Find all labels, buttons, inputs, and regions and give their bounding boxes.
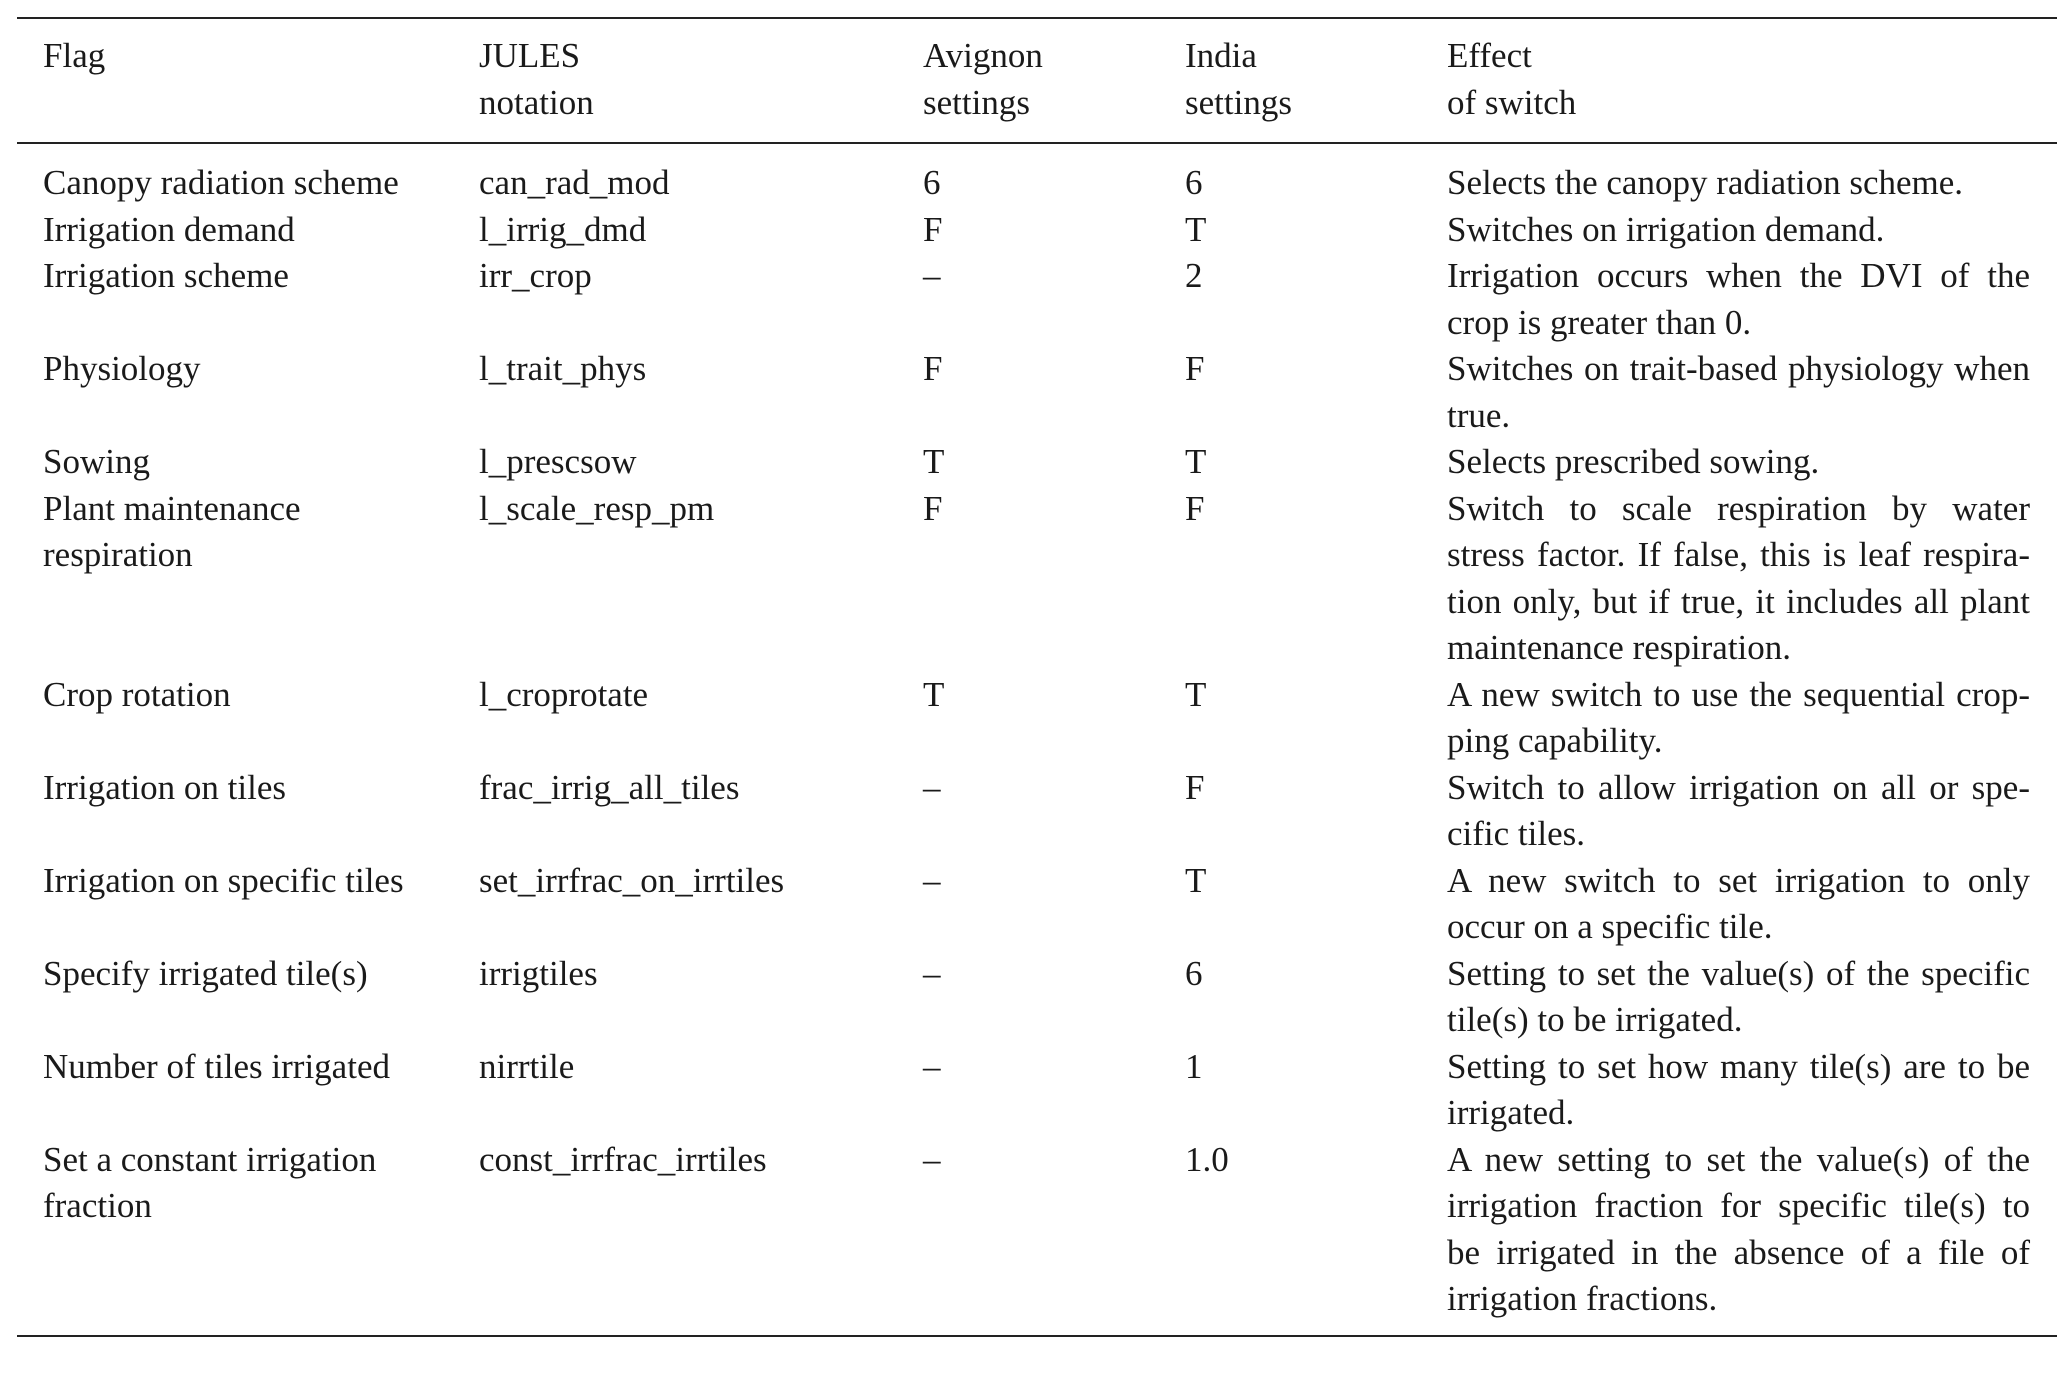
cell-avignon: F bbox=[923, 209, 943, 249]
cell-india: 2 bbox=[1185, 256, 1203, 295]
cell-india: 1.0 bbox=[1185, 1139, 1229, 1179]
cell-effect: Switch to scale respiration by water stress factor. If false, this is leaf respiration only, but if true, it includes all plant maintenance respiration. bbox=[1447, 488, 2030, 667]
cell-avignon: – bbox=[923, 767, 941, 807]
cell-notation: irr_crop bbox=[479, 256, 592, 295]
table-row bbox=[17, 439, 2057, 486]
cell-india: 1 bbox=[1185, 1046, 1203, 1086]
cell-flag: Specify irrigated tile(s) bbox=[43, 953, 368, 993]
settings-table-container bbox=[17, 17, 2057, 1337]
cell-avignon: F bbox=[923, 349, 943, 388]
header-row bbox=[17, 18, 2057, 143]
cell-avignon: – bbox=[923, 953, 941, 993]
cell-flag: Irrigation demand bbox=[43, 209, 295, 249]
cell-flag: Irrigation scheme bbox=[43, 256, 289, 295]
cell-india: T bbox=[1185, 209, 1207, 249]
table-body bbox=[17, 143, 2057, 1336]
cell-india: 6 bbox=[1185, 163, 1203, 202]
jules-flags-table bbox=[17, 17, 2057, 1337]
cell-avignon: – bbox=[923, 256, 941, 295]
cell-india: F bbox=[1185, 488, 1205, 528]
cell-avignon: 6 bbox=[923, 163, 941, 202]
header-effect-of-switch: Effect of switch bbox=[1447, 36, 1577, 122]
table-header bbox=[17, 18, 2057, 143]
cell-effect: A new switch to use the sequential cropping capability. bbox=[1447, 674, 2030, 760]
table-row bbox=[17, 858, 2057, 951]
cell-avignon: T bbox=[923, 674, 945, 714]
cell-notation: l_irrig_dmd bbox=[479, 209, 647, 249]
cell-effect: Switches on irrigation demand. bbox=[1447, 209, 1885, 249]
cell-flag: Crop rotation bbox=[43, 674, 231, 714]
cell-avignon: – bbox=[923, 860, 941, 900]
cell-notation: l_scale_resp_pm bbox=[479, 488, 715, 528]
cell-india: F bbox=[1185, 767, 1205, 807]
cell-avignon: – bbox=[923, 1046, 941, 1086]
cell-flag: Irrigation on tiles bbox=[43, 767, 287, 807]
cell-flag: Sowing bbox=[43, 442, 150, 481]
cell-notation: l_trait_phys bbox=[479, 349, 647, 388]
cell-effect: Selects the canopy radiation scheme. bbox=[1447, 163, 1964, 202]
cell-notation: l_croprotate bbox=[479, 674, 649, 714]
cell-effect: Setting to set how many tile(s) are to be irrigated. bbox=[1447, 1046, 2030, 1132]
header-avignon-settings: Avignon settings bbox=[923, 36, 1043, 122]
header-jules-notation: JULES notation bbox=[479, 36, 594, 122]
cell-effect: A new switch to set irrigation to only occur on a specific tile. bbox=[1447, 860, 2030, 946]
table-row bbox=[17, 486, 2057, 672]
cell-notation: can_rad_mod bbox=[479, 163, 670, 202]
cell-flag: Plant maintenance respiration bbox=[43, 488, 301, 574]
table-row bbox=[17, 143, 2057, 207]
cell-effect: Switch to allow irrigation on all or specific tiles. bbox=[1447, 767, 2030, 853]
cell-india: 6 bbox=[1185, 953, 1203, 993]
table-row bbox=[17, 346, 2057, 439]
cell-flag: Physiology bbox=[43, 349, 201, 388]
cell-avignon: F bbox=[923, 488, 943, 528]
cell-india: T bbox=[1185, 860, 1207, 900]
cell-effect: Selects prescribed sowing. bbox=[1447, 442, 1820, 481]
cell-notation: irrigtiles bbox=[479, 953, 598, 993]
cell-effect: A new setting to set the value(s) of the irrigation fraction for specific tile(s) to be irrigated in the absence of a file of irrigation fractions. bbox=[1447, 1139, 2030, 1318]
cell-notation: set_irrfrac_on_irrtiles bbox=[479, 860, 785, 900]
cell-india: T bbox=[1185, 674, 1207, 714]
cell-avignon: T bbox=[923, 442, 945, 481]
cell-effect: Irrigation occurs when the DVI of the crop is greater than 0. bbox=[1447, 256, 2030, 342]
table-row bbox=[17, 253, 2057, 346]
cell-india: F bbox=[1185, 349, 1205, 388]
cell-notation: l_prescsow bbox=[479, 442, 637, 481]
header-india-settings: India settings bbox=[1185, 36, 1292, 122]
cell-india: T bbox=[1185, 442, 1207, 481]
table-row bbox=[17, 207, 2057, 254]
cell-avignon: – bbox=[923, 1139, 941, 1179]
cell-effect: Switches on trait-based physiology when true. bbox=[1447, 349, 2030, 435]
cell-flag: Irrigation on specific tiles bbox=[43, 860, 404, 900]
cell-flag: Number of tiles irrigated bbox=[43, 1046, 390, 1086]
table-row bbox=[17, 951, 2057, 1044]
header-flag: Flag bbox=[43, 36, 106, 75]
cell-notation: nirrtile bbox=[479, 1046, 575, 1086]
cell-effect: Setting to set the value(s) of the specific tile(s) to be irrigated. bbox=[1447, 953, 2030, 1039]
cell-flag: Set a constant irrigation fraction bbox=[43, 1139, 377, 1225]
table-row bbox=[17, 1137, 2057, 1336]
table-row bbox=[17, 1044, 2057, 1137]
table-row bbox=[17, 765, 2057, 858]
table-row bbox=[17, 672, 2057, 765]
cell-flag: Canopy radiation scheme bbox=[43, 163, 399, 202]
cell-notation: const_irrfrac_irrtiles bbox=[479, 1139, 767, 1179]
cell-notation: frac_irrig_all_tiles bbox=[479, 767, 740, 807]
